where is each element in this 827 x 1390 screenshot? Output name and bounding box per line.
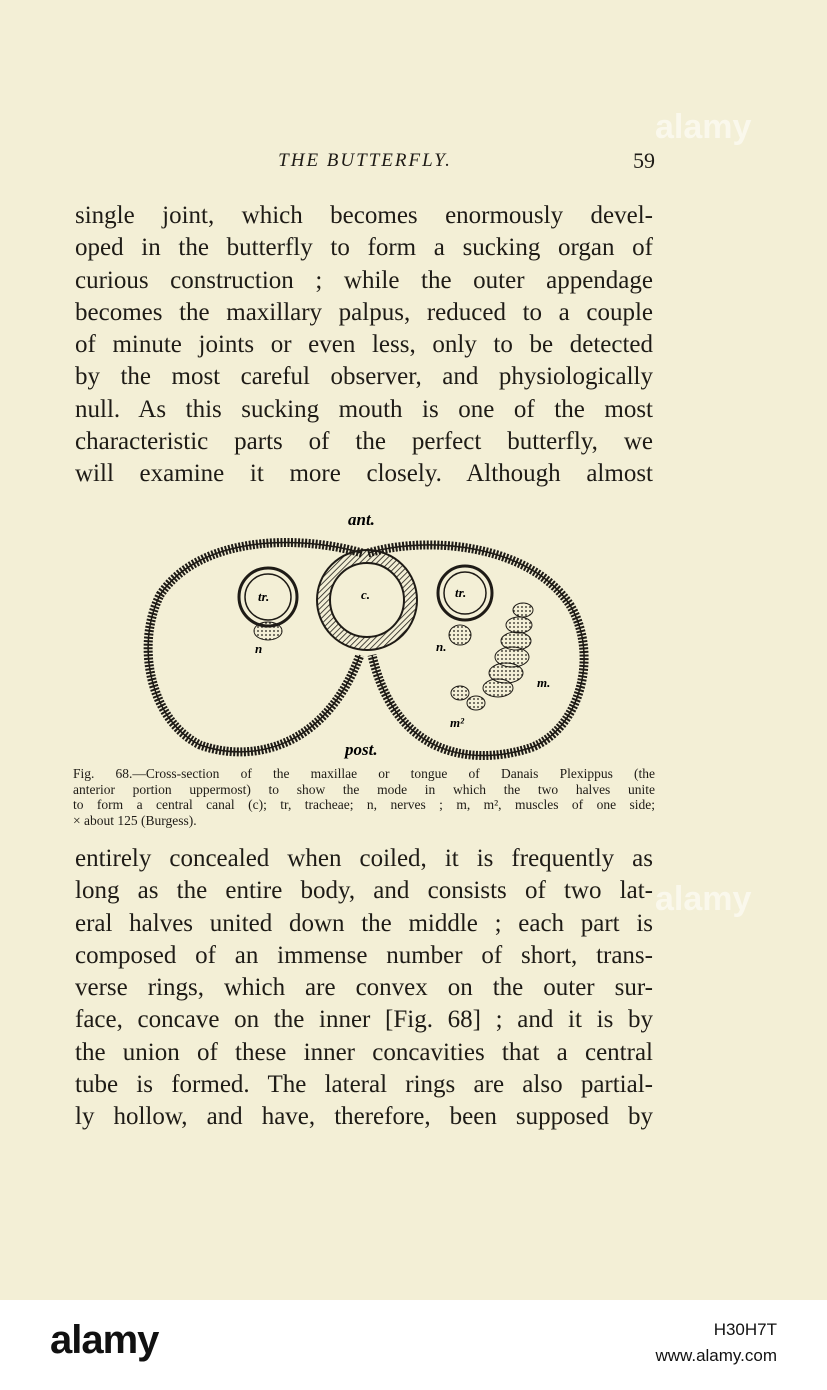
figure-caption	[73, 766, 655, 828]
label-tr-left: tr.	[258, 589, 270, 604]
label-post: post.	[345, 740, 378, 759]
site-url: www.alamy.com	[655, 1346, 777, 1365]
text-line: tube is formed. The lateral rings are also partial-	[75, 1071, 653, 1099]
text-line: null. As this sucking mouth is one of the most	[75, 395, 653, 423]
caption-line: to form a central canal (c); tr, tracheae; n, nerves ; m, m², muscles of one side;	[73, 797, 655, 812]
label-m: m.	[537, 675, 551, 690]
label-n-right: n.	[436, 639, 447, 654]
watermark-logo: alamy	[655, 108, 752, 146]
caption-line: Fig. 68.—Cross-section of the maxillae or tongue of Danais Plexippus (the	[73, 766, 655, 781]
text-line: oped in the butterfly to form a sucking organ of	[75, 234, 653, 262]
label-ant: ant.	[348, 510, 375, 529]
paragraph-bottom	[75, 843, 653, 1134]
text-line: ly hollow, and have, therefore, been supposed by	[75, 1103, 653, 1131]
cross-section-illustration	[140, 505, 590, 760]
image-id: H30H7T	[713, 1320, 777, 1339]
caption-line: × about 125 (Burgess).	[73, 812, 197, 828]
text-line: of minute joints or even less, only to be detected	[75, 331, 653, 359]
text-line: entirely concealed when coiled, it is frequently as	[75, 845, 653, 872]
running-title: THE BUTTERFLY.	[278, 150, 452, 171]
stock-footer	[0, 1300, 827, 1390]
text-line: single joint, which becomes enormously devel-	[75, 202, 653, 229]
muscle-bundle	[483, 603, 533, 697]
text-line: characteristic parts of the perfect butterfly, we	[75, 428, 653, 456]
figure-cross-section	[140, 505, 590, 760]
caption-line: anterior portion uppermost) to show the mode in which the two halves unite	[73, 781, 655, 797]
text-line: becomes the maxillary palpus, reduced to a couple	[75, 298, 653, 326]
alamy-logo: alamy	[50, 1318, 159, 1362]
text-line: eral halves united down the middle ; each part is	[75, 909, 653, 937]
nerve-right	[449, 625, 471, 645]
paragraph-top	[75, 200, 653, 491]
page-number: 59	[633, 148, 655, 173]
text-line: verse rings, which are convex on the outer sur-	[75, 974, 653, 1002]
label-n-left: n	[255, 641, 263, 656]
label-m2: m²	[450, 715, 465, 730]
label-tr-right: tr.	[455, 585, 467, 600]
text-line: by the most careful observer, and physiologically	[75, 363, 653, 391]
running-head	[75, 150, 655, 180]
text-line: curious construction ; while the outer appendage	[75, 266, 653, 294]
label-c: c.	[361, 587, 371, 602]
watermark-logo: alamy	[655, 880, 752, 918]
text-line: long as the entire body, and consists of two lat-	[75, 877, 653, 905]
text-line: will examine it more closely. Although almost	[75, 460, 653, 488]
nerve-left	[254, 622, 282, 640]
text-line: face, concave on the inner [Fig. 68] ; and it is by	[75, 1006, 653, 1034]
muscle-small	[451, 686, 485, 710]
text-line: composed of an immense number of short, trans-	[75, 941, 653, 969]
text-line: the union of these inner concavities that a central	[75, 1038, 653, 1066]
